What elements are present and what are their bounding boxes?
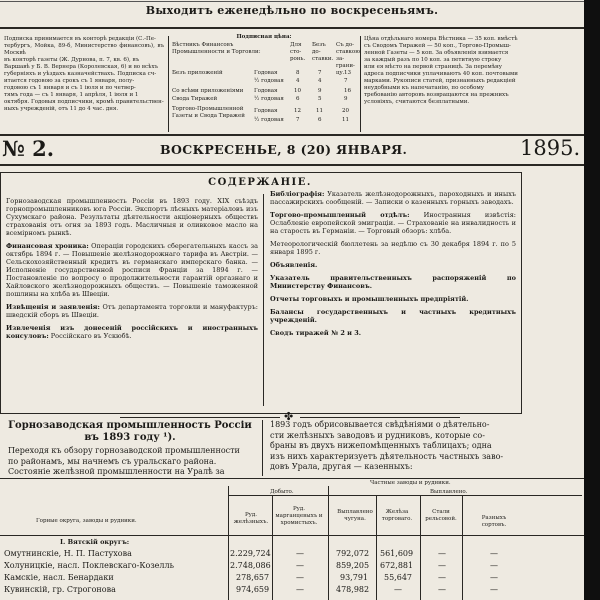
contents-right-column — [270, 190, 516, 337]
issue-number: № 2. — [2, 136, 55, 161]
group-mined: Добыто. — [270, 489, 294, 495]
issue-year: 1895. — [520, 136, 581, 160]
contents-entry: Финансовая хроника: Операціи городскихъ сберегательныхъ кассъ за октябрь 1894 г. — Повышеніе желѣзнодорожнаго тарифа въ Австріи. — Сельскохозяйственный кредитъ въ германскаго имперскаго банка. — Исполненіе государственной росписи Франціи за 1894 г. — Постановленіе по вопросу о продолжительности гарантій оргазнаго и Хайловского желѣзнодорожныхъ обществъ. — Повышеніе таможенной пошлины на хлѣба въ Швеціи. — [6, 242, 258, 298]
contents-entry: Извѣщенія и заявленія: Отъ департамента торговли и мануфактуръ: шведскій сборъ въ Швеціи. — [6, 303, 258, 319]
price-row-value: 5 — [318, 96, 322, 102]
price-row-value: 9 — [318, 88, 322, 94]
subscription-terms: Подписка принимается въ конторѣ редакціи (С.-Пе- тербургъ, Мойка, 89-б, Министерство финансовъ), въ Москвѣ въ конторѣ газеты (Ж. Дурнова, п. 7, кв. 6), въ Варшавѣ у Б. В. Вернера (Королевская, 6) и во всѣхъ губерніяхъ и уѣздахъ казначействахъ. Подписка сч- итается годовою за срокъ съ 1 января, полу- годовою съ 1 января и съ 1 іюля и по четвер- тямъ года — съ 1 января, 1 апрѣля, 1 іюля и 1 октября. Годовыя подписчики, кромѣ правительствен- ныхъ учрежденій, отъ 11 до 4 час. дня. — [4, 36, 164, 112]
separator-left — [120, 417, 280, 418]
price-row-period: ½ годовая — [254, 78, 284, 84]
price-col-3: Съ до-ставкою за-грани-цу. — [336, 42, 361, 76]
contents-entry: Метеорологическій бюллетень за недѣлю съ 30 декабря 1894 г. по 5 января 1895 г. — [270, 240, 516, 256]
article-divider — [262, 420, 263, 476]
price-row-value: 13 — [344, 70, 351, 76]
contents-divider — [263, 194, 264, 406]
table-row: Холуницкіе, насл. Поклевскаго-Козелль 2.748,086 — 859,205 672,881 — — — [4, 561, 498, 570]
article-title: Горнозаводская промышленность Россіи въ 1893 году ¹). — [8, 420, 252, 443]
price-row-period: ½ годовая — [254, 117, 284, 123]
price-row-value: 16 — [344, 88, 351, 94]
price-row-value: 9 — [344, 96, 348, 102]
contents-entry: Извлеченія изъ донесеній россійскихъ и иностранныхъ консуловъ: Россійскаго въ Ускюбѣ. — [6, 324, 258, 340]
price-row-label: Безъ приложеній — [172, 70, 223, 76]
price-row-label: Со всѣми приложеніями — [172, 88, 244, 94]
price-row-label: Свода Тиражей — [172, 96, 218, 102]
col-iron: Желѣза торговаго. — [381, 509, 413, 522]
contents-entry: Библіографія: Указатель желѣзнодорожныхъ, пароходныхъ и иныхъ пассажирскихъ сообщеній. — Записки о казенныхъ горныхъ заводахъ. — [270, 190, 516, 206]
table-section-title: I. Вятскій округъ: — [60, 538, 130, 546]
subscription-divider-left — [168, 36, 169, 132]
table-group-rule — [228, 495, 582, 496]
separator-ornament-icon: ✤ — [284, 410, 294, 423]
contents-entry: Указатель правительственныхъ распоряженій по Министерству Финансовъ. — [270, 274, 516, 290]
price-col-1: Для сто-ронь. — [290, 42, 306, 62]
masthead-tagline: Выходитъ еженедѣльно по воскресеньямъ. — [145, 4, 439, 17]
price-notes: Цѣна отдѣльнаго номера Вѣстника — 35 коп. вмѣстѣ съ Сводомъ Тиражей — 50 коп., Торгово-Промыш- ленной Газеты — 5 коп. За объявленія взимается за каждый разъ по 10 коп. за петитную строку или ея мѣсто на первой страницѣ. За перемѣну адреса подписчики уплачиваютъ 40 коп. почтовыми марками. Рукописи статей, признанныхъ редакціей неудобными къ напечатанію, по особому требованію авторовъ возвращаются на прежнихъ условіяхъ, считаются безплатными. — [364, 36, 518, 105]
contents-entry: Балансы государственныхъ и частныхъ кредитныхъ учрежденій. — [270, 308, 516, 324]
col-pig: Выплавлено чугуна. — [337, 509, 373, 522]
price-row-period: Годовая — [254, 70, 278, 76]
price-row-value: 20 — [342, 108, 349, 114]
issue-date: ВОСКРЕСЕНЬЕ, 8 (20) ЯНВАРЯ. — [160, 142, 408, 157]
contents-title: СОДЕРЖАНІЕ. — [208, 177, 312, 188]
table-row: Омутнинскіе, Н. П. Пастухова 2.229,724 — 792,072 561,609 — — — [4, 549, 498, 558]
article-left-text: Переходя къ обзору горнозаводской промышленности по районамъ, мы начнемъ съ уральскаго района. Состояніе желѣзной промышленности на Уралѣ за — [8, 446, 240, 476]
separator-right — [300, 417, 460, 418]
col-name: Горные округа, заводы и рудники. — [36, 518, 137, 524]
price-row-value: 7 — [318, 70, 322, 76]
contents-left-column — [6, 197, 258, 340]
table-rule-top — [0, 478, 584, 479]
price-row-value: 8 — [296, 70, 300, 76]
price-col-2: Безъ до-ставки. — [312, 42, 334, 62]
price-row-value: 7 — [296, 117, 300, 123]
price-row-value: 6 — [318, 117, 322, 123]
price-row-value: 10 — [294, 88, 301, 94]
price-row-value: 12 — [294, 108, 301, 114]
col-other: Разныхъ сортовъ. — [481, 515, 507, 528]
contents-entry: Горнозаводская промышленность Россіи въ 1893 году. XIX съѣздъ горнопромышленниковъ юга Россіи. Экспортъ лѣсныхъ матеріаловъ изъ Сухумскаго района. Результаты дѣятельности акціонерныхъ обществъ страхованія отъ огня за 1893 годъ. Масличныя и оливковое масло на всемірномъ рынкѣ. — [6, 197, 258, 237]
contents-entry: Объявленія. — [270, 261, 318, 269]
table-row: Камскіе, насл. Бенардаки 278,657 — 93,791 55,647 — — — [4, 573, 498, 582]
price-row-label: Торгово-Промышленной Газеты и Свода Тиражей — [172, 106, 245, 119]
top-rule — [0, 1, 584, 2]
subscription-divider-right — [360, 36, 361, 132]
masthead-rule — [0, 27, 584, 29]
table-caption: Частные заводы и рудники. — [370, 480, 451, 486]
col-steel: Стали рельсовой. — [425, 509, 457, 522]
price-row-period: ½ годовая — [254, 96, 284, 102]
article-right-text: 1893 годъ обрисовывается свѣдѣніями о дѣятельно- сти желѣзныхъ заводовъ и рудниковъ, которые со- браны въ двухъ нижепомѣщенныхъ таблицахъ; одна изъ нихъ характеризуетъ дѣятельность частныхъ заво- довъ Урала, другая — казенныхъ: — [270, 420, 504, 471]
price-col-title: Вѣстникъ Финансовъ Промышленности и Торговли: — [172, 42, 261, 55]
contents-entry: Сводъ тиражей № 2 и 3. — [270, 329, 361, 337]
price-header: Подписная цѣна: — [236, 34, 292, 40]
price-row-value: 11 — [316, 108, 323, 114]
table-row: Кувинскій, гр. Строгонова 974,659 — 478,982 — — — — [4, 585, 498, 594]
group-smelted: Выплавлено. — [430, 489, 468, 495]
price-row-period: Годовая — [254, 108, 278, 114]
issue-rule-top — [0, 134, 584, 136]
contents-entry: Отчеты торговыхъ и промышленныхъ предпріятій. — [270, 295, 469, 303]
contents-entry: Торгово-промышленный отдѣлъ: Иностранныя извѣстія: Ослабленіе европейской эмиграціи. — Страхованіе на инвалидность и на старость въ Германіи. — Торговый обзоръ: хлѣба. — [270, 211, 516, 235]
table-header-rule — [0, 535, 584, 536]
col-mn: Руд. марганцевыхъ и хромистыхъ. — [275, 506, 323, 526]
price-row-period: Годовая — [254, 88, 278, 94]
price-row-value: 7 — [344, 78, 348, 84]
col-ore: Руд. желѣзныхъ. — [233, 512, 269, 525]
issue-rule-bottom — [0, 164, 584, 166]
price-row-value: 6 — [296, 96, 300, 102]
price-row-value: 4 — [296, 78, 300, 84]
price-row-value: 11 — [342, 117, 349, 123]
scan-edge — [584, 0, 600, 600]
price-row-value: 4 — [318, 78, 322, 84]
